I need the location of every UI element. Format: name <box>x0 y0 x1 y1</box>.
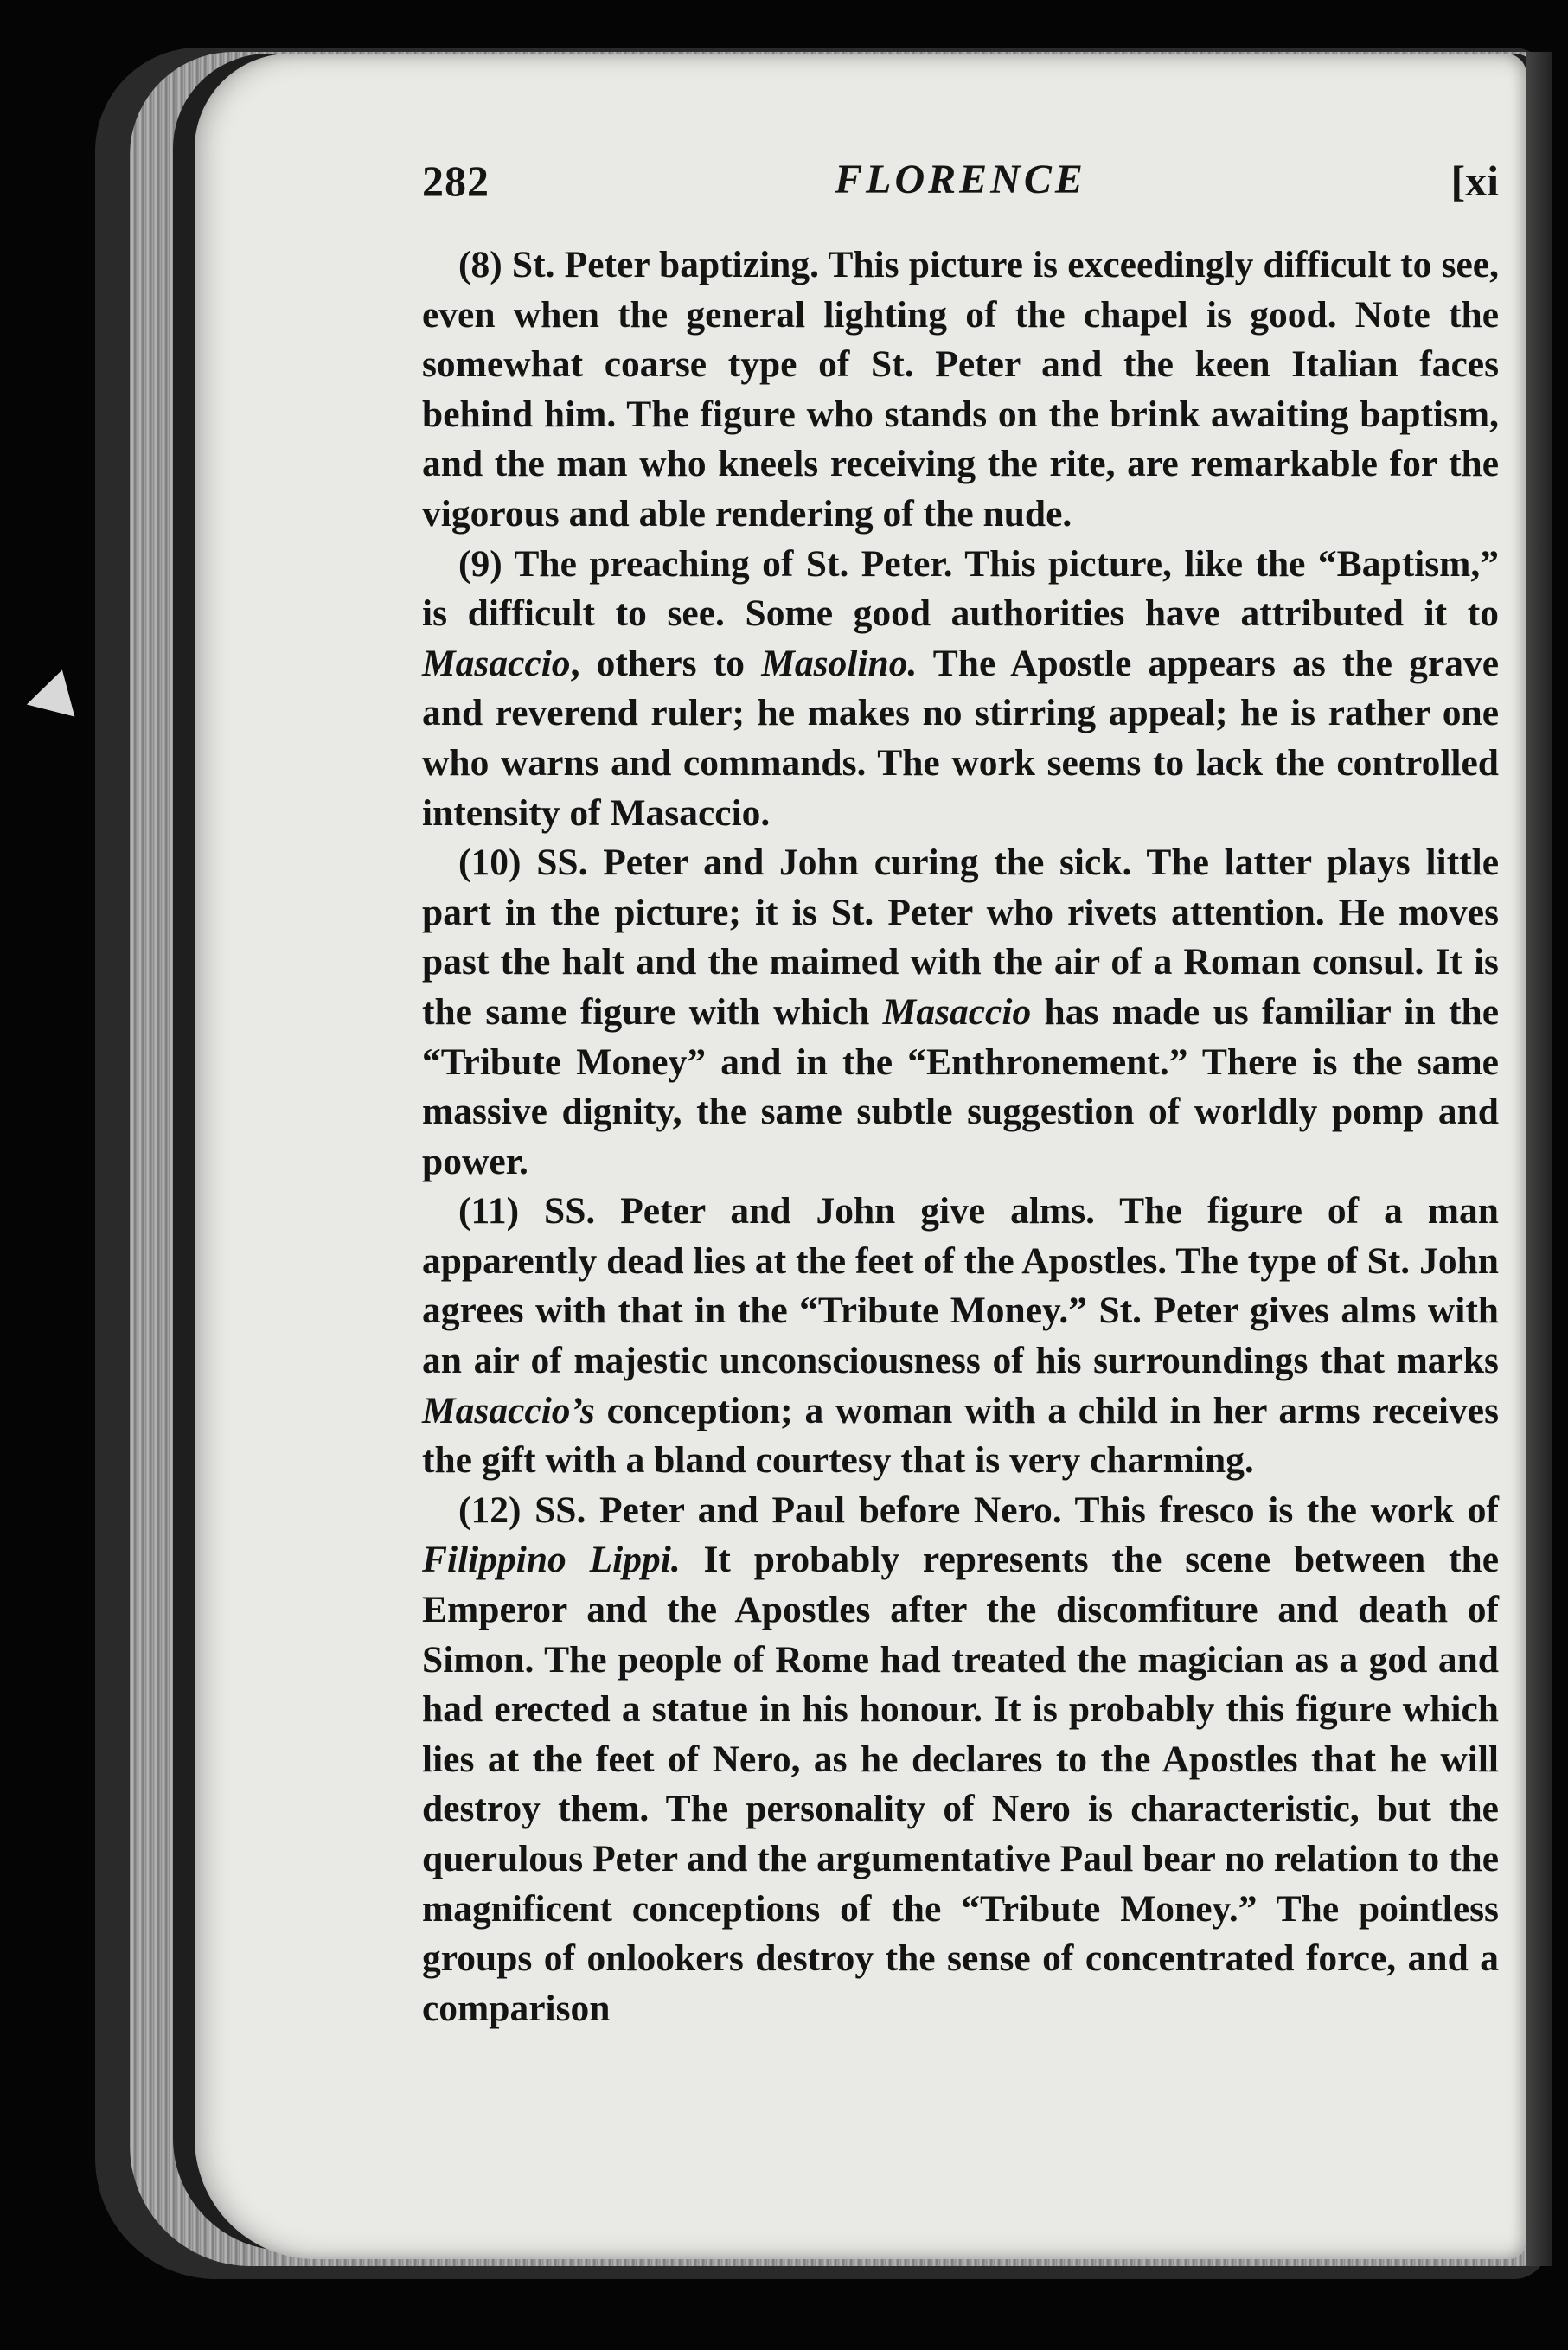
paragraph <box>422 838 1499 1187</box>
book-spine-right <box>1526 52 1552 2266</box>
page-body-text <box>422 240 1499 2033</box>
paragraph <box>422 540 1499 839</box>
running-title: FLORENCE <box>835 157 1086 202</box>
text-run: (12) SS. Peter and Paul before Nero. This fresco is the work of <box>458 1489 1499 1531</box>
text-run: (8) St. Peter baptizing. This picture is exceedingly difficult to see, even when the general lighting of the chapel is good. Note the somewhat coarse type of St. Peter and the keen Italian faces behind him. The figure who stands on the brink awaiting baptism, and the man who kneels receiving the rite, are remarkable for the vigorous and able rendering of the nude. <box>422 244 1499 535</box>
text-run: , others to <box>570 642 762 684</box>
italic-name: Masolino. <box>761 642 918 684</box>
italic-name: Masaccio <box>422 642 571 684</box>
page-number: 282 <box>422 157 490 205</box>
page-header <box>422 156 1499 216</box>
italic-name: Masaccio’s <box>422 1389 595 1431</box>
text-run: (11) SS. Peter and John give alms. The figure of a man apparently dead lies at the feet of the Apostles. The type of St. John agrees with that in the “Tribute Money.” St. Peter gives alms with an air of majestic unconsciousness of his surroundings that marks <box>422 1190 1499 1382</box>
italic-name: Masaccio <box>882 990 1032 1033</box>
section-mark: [xi <box>1450 157 1499 205</box>
text-run: has made us familiar in the “Tribute Money” and in the “Enthronement.” There is the same massive dignity, the same subtle suggestion of worldly pomp and power. <box>422 990 1499 1182</box>
paragraph <box>422 1187 1499 1486</box>
text-run: (9) The preaching of St. Peter. This picture, like the “Baptism,” is difficult to see. Some good authorities have attributed it to <box>422 542 1499 635</box>
text-run: It probably represents the scene between the Emperor and the Apostles after the discomfiture and death of Simon. The people of Rome had treated the magician as a god and had erected a statue in his honour. It is probably this figure which lies at the feet of Nero, as he declares to the Apostles that he will destroy them. The personality of Nero is characteristic, but the querulous Peter and the argumentative Paul bear no relation to the magnificent conceptions of the “Tribute Money.” The pointless groups of onlookers destroy the sense of concentrated force, and a comparison <box>422 1539 1500 2029</box>
paragraph <box>422 1486 1499 2034</box>
italic-name: Filippino Lippi. <box>422 1539 681 1581</box>
text-run: conception; a woman with a child in her arms receives the gift with a bland courtesy that is very charming. <box>422 1389 1499 1482</box>
paragraph <box>422 240 1499 540</box>
text-run: The Apostle appears as the grave and reverend ruler; he makes no stirring appeal; he is rather one who warns and commands. The work seems to lack the controlled intensity of Masaccio. <box>422 642 1499 834</box>
text-run: (10) SS. Peter and John curing the sick. The latter plays little part in the picture; it is St. Peter who rivets attention. He moves past the halt and the maimed with the air of a Roman consul. It is the same figure with which <box>422 842 1499 1033</box>
